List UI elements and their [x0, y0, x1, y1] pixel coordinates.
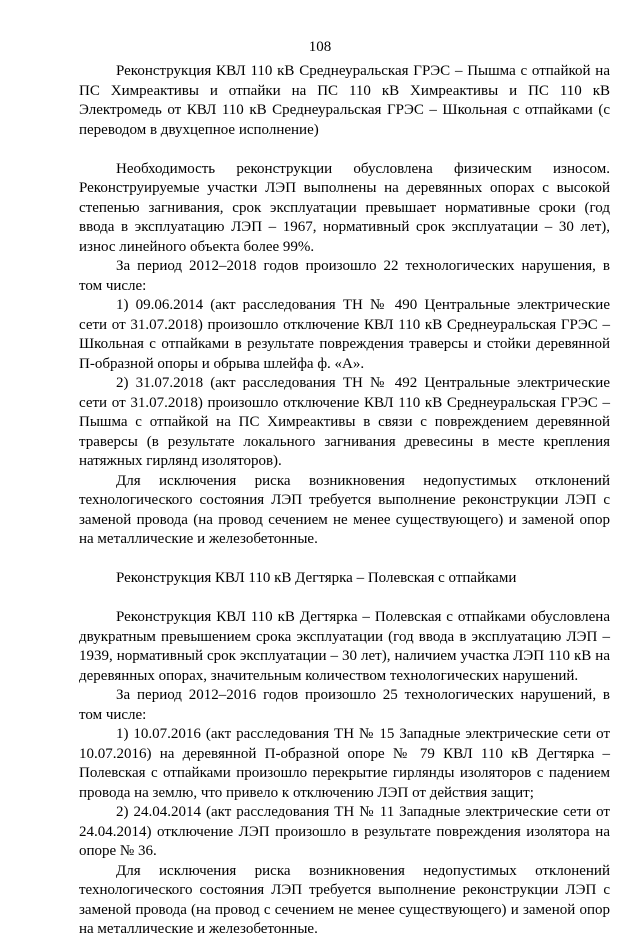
body-paragraph: Для исключения риска возникновения недопустимых отклонений технологического состояния ЛЭП требуется выполнение реконструкции ЛЭП с заменой провода (на провод сечением не менее существующего) и заменой опор на металлические и железобетонные.	[79, 472, 610, 547]
page-number: 108	[308, 39, 332, 55]
body-paragraph: Реконструкция КВЛ 110 кВ Дегтярка – Полевская с отпайками обусловлена двукратным превышением срока эксплуатации (год ввода в эксплуатацию ЛЭП – 1939, нормативный срок эксплуатации – 30 лет), наличием участка ЛЭП 110 кВ на деревянных опорах, значительным количеством технологических нарушений.	[79, 609, 610, 684]
list-item: 1) 09.06.2014 (акт расследования ТН № 490 Центральные электрические сети от 31.07.2018) произошло отключение КВЛ 110 кВ Среднеуральская ГРЭС – Школьная с отпайками в результате повреждения траверсы и стойки деревянной П-образной опоры и обрыва шлейфа ф. «А».	[79, 297, 610, 372]
list-item: 1) 10.07.2016 (акт расследования ТН № 15 Западные электрические сети от 10.07.2016) на деревянной П-образной опоре № 79 КВЛ 110 кВ Дегтярка – Полевская с отпайками произошло перекрытие гирлянды изоляторов с падением провода на землю, что привело к отключению ЛЭП от действия защит;	[79, 726, 610, 801]
body-paragraph: Необходимость реконструкции обусловлена физическим износом. Реконструируемые участки ЛЭП выполнены на деревянных опорах с высокой степенью загнивания, срок эксплуатации превышает нормативные сроки (год ввода в эксплуатацию ЛЭП – 1967, нормативный срок эксплуатации – 30 лет), износ линейного объекта более 99%.	[79, 160, 610, 255]
paragraph-gap	[79, 550, 610, 570]
body-paragraph: За период 2012–2016 годов произошло 25 технологических нарушений, в том числе:	[79, 687, 610, 723]
paragraph-gap	[79, 589, 610, 609]
section-heading: Реконструкция КВЛ 110 кВ Дегтярка – Полевская с отпайками	[116, 570, 517, 586]
list-item: 2) 31.07.2018 (акт расследования ТН № 492 Центральные электрические сети от 31.07.2018) произошло отключение КВЛ 110 кВ Среднеуральская ГРЭС – Пышма с отпайкой на ПС Химреактивы в связи с повреждением деревянной траверсы (в результате локального загнивания древесины в месте крепления натяжных гирлянд изоляторов).	[79, 375, 610, 469]
body-paragraph: Для исключения риска возникновения недопустимых отклонений технологического состояния ЛЭП требуется выполнение реконструкции ЛЭП с заменой провода (на провод с сечением не менее существующего) и заменой опор на металлические и железобетонные.	[79, 862, 610, 937]
list-item: 2) 24.04.2014 (акт расследования ТН № 11 Западные электрические сети от 24.04.2014) отключение ЛЭП произошло в результате повреждения изолятора на опоре № 36.	[79, 804, 610, 859]
paragraph-gap	[79, 140, 610, 160]
document-body	[79, 62, 610, 940]
section-heading: Реконструкция КВЛ 110 кВ Среднеуральская ГРЭС – Пышма с отпайкой на ПС Химреактивы и отпайки на ПС 110 кВ Химреактивы и ПС 110 кВ Электромедь от КВЛ 110 кВ Среднеуральская ГРЭС – Школьная с отпайками (с переводом в двухцепное исполнение)	[79, 63, 610, 138]
body-paragraph: За период 2012–2018 годов произошло 22 технологических нарушения, в том числе:	[79, 258, 610, 294]
